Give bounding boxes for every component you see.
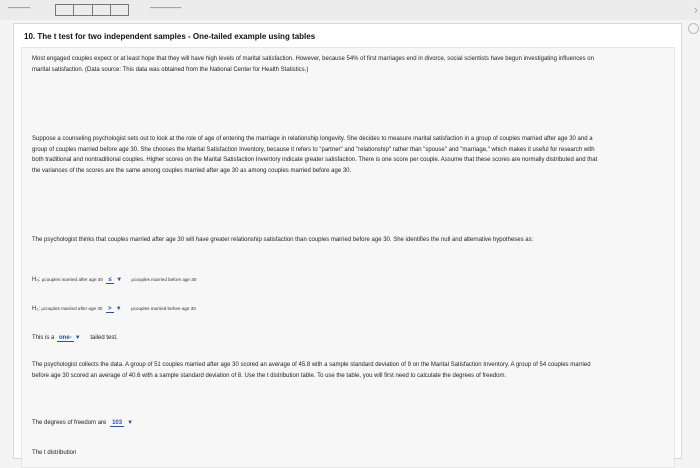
question-title: 10. The t test for two independent samples - One-tailed example using tables	[24, 32, 316, 41]
intro-block	[21, 47, 675, 129]
cropped-header-text: ‒‒‒‒‒	[8, 3, 31, 12]
circle-icon	[688, 23, 699, 34]
hypothesis-intro: The psychologist thinks that couples married after age 30 will have greater relationship satisfaction than couples married before age 30. She identifies the null and alternative hypotheses as:	[32, 237, 534, 243]
alternative-hypothesis	[32, 306, 196, 313]
h0-right-term: μcouples married before age 30	[131, 277, 197, 282]
intro-paragraph: Most engaged couples expect or at least hope that they will have high levels of marital satisfaction. However, because 54% of first marriages end in divorce, social scientists have begun investigating influences on marital satisfaction. (Data source: This data was obtained from the National Center for Health Statistics.)	[32, 56, 594, 73]
tail-statement	[32, 335, 118, 341]
chevron-down-icon[interactable]: ▼	[116, 277, 123, 283]
h0-operator-dropdown[interactable]: ≤	[106, 277, 114, 284]
df-prefix: The degrees of freedom are	[32, 420, 107, 426]
tail-prefix: This is a	[32, 335, 55, 341]
top-strip	[0, 0, 700, 20]
h1-label: H₁:	[32, 306, 41, 312]
h1-left-term: μcouples married after age 30	[41, 306, 103, 311]
h0-left-term: μcouples married after age 30	[41, 277, 103, 282]
scenario-paragraph: Suppose a counseling psychologist sets out to look at the role of age of entering the marriage in relationship longevity. She decides to measure marital satisfaction in a group of couples married after age 30 and a group of couples married before age 30. She chooses the Marital Satisfaction Inventory, because it refers to "partner" and "relationship" rather than "spouse" and "marriage," which makes it useful for research with both traditional and nontraditional couples. Higher scores on the Marital Satisfaction Inventory indicate greater satisfaction. There is one score per couple. Assume that these scores are normally distributed and that the variances of the scores are the same among couples married after age 30 as among couples married before age 30.	[32, 136, 598, 174]
tail-dropdown[interactable]: one-	[59, 335, 72, 341]
chevron-right-icon[interactable]: ›	[693, 2, 698, 17]
h1-operator-dropdown[interactable]: >	[106, 306, 114, 313]
df-dropdown[interactable]: 103	[112, 420, 123, 426]
tail-suffix: tailed test.	[90, 335, 118, 341]
cropped-header-text-2: ‒‒‒‒‒‒‒	[150, 3, 182, 12]
h1-right-term: μcouples married before age 30	[130, 306, 196, 311]
cropped-table-cells	[55, 4, 129, 16]
degrees-of-freedom-statement	[32, 420, 133, 426]
h0-label: H₀:	[32, 277, 41, 283]
null-hypothesis	[32, 277, 196, 284]
question-panel	[13, 23, 682, 459]
question-block	[21, 128, 675, 468]
t-distribution-heading: The t distribution	[32, 450, 77, 456]
data-paragraph: The psychologist collects the data. A group of 51 couples married after age 30 scored an average of 45.8 with a sample standard deviation of 9 on the Marital Satisfaction Inventory. A group of 54 couples married before age 30 scored an average of 40.6 with a sample standard deviation of 8. Use the t distribution table. To use the table, you will first need to calculate the degrees of freedom.	[32, 362, 591, 379]
scroll-indicator[interactable]	[692, 22, 700, 34]
chevron-down-icon[interactable]: ▼	[115, 306, 122, 312]
chevron-down-icon[interactable]: ▼	[127, 420, 134, 426]
chevron-down-icon[interactable]: ▼	[74, 335, 81, 341]
